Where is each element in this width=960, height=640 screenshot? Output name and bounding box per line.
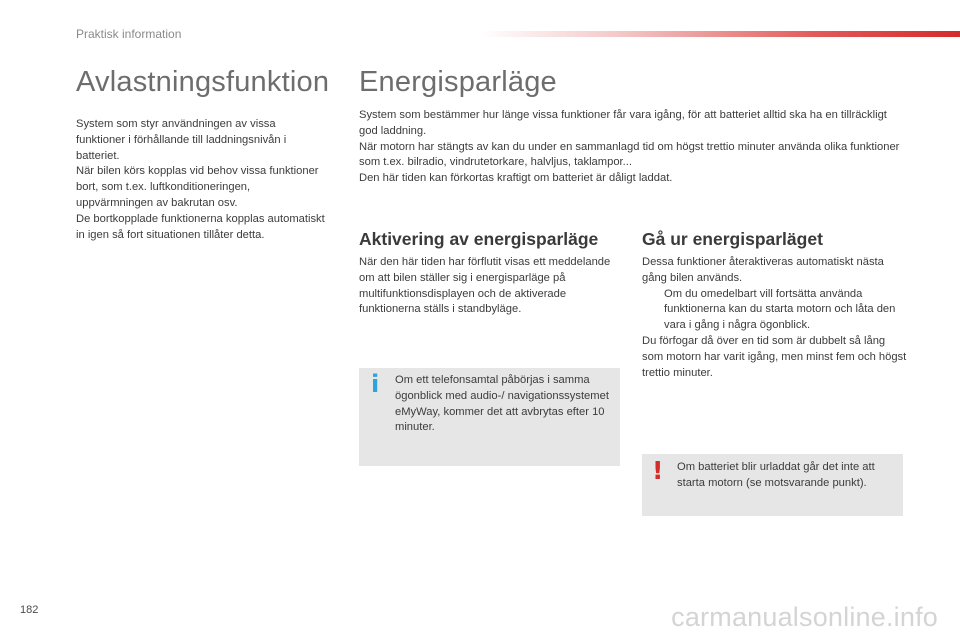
warning-icon: !: [652, 456, 664, 485]
exit-bullet-text: Om du omedelbart vill fortsätta använda funktionerna kan du starta motorn och låta den vara i gång i några ögonblick.: [664, 287, 896, 332]
left-paragraph-2: När bilen körs kopplas vid behov vissa funktioner bort, som t.ex. luftkonditioneringen, uppvärmningen av bakrutan osv.: [76, 165, 319, 209]
left-paragraph-3: De bortkopplade funktionerna kopplas automatiskt in igen så fort situationen tillåter detta.: [76, 212, 325, 241]
exit-outro: Du förfogar då över en tid som är dubbelt så lång som motorn har varit igång, men minst fem och högst trettio minuter.: [642, 334, 907, 379]
right-paragraph-3: Den här tiden kan förkortas kraftigt om batteriet är dåligt laddat.: [359, 172, 673, 185]
activation-body: [359, 255, 624, 318]
title-avlastningsfunktion: Avlastningsfunktion: [76, 66, 330, 98]
right-body: [359, 108, 904, 187]
warning-note-box: [642, 454, 903, 516]
activation-text: När den här tiden har förflutit visas ett meddelande om att bilen ställer sig i energisparläge på multifunktionsdisplayen och de aktiverade funktionerna ställs i standbyläge.: [359, 256, 611, 316]
page-number: 182: [20, 604, 39, 616]
left-body: [76, 117, 326, 243]
watermark: carmanualsonline.info: [671, 602, 938, 632]
left-paragraph-1: System som styr användningen av vissa funktioner i förhållande till laddningsnivån i batteriet.: [76, 118, 287, 162]
exit-bullet: [642, 287, 907, 334]
title-energisparlage: Energisparläge: [359, 66, 557, 98]
bullet-arrow-icon: [642, 287, 664, 334]
section-header: Praktisk information: [76, 27, 182, 41]
heading-exit: Gå ur energisparläget: [642, 229, 823, 249]
warning-note-text: Om batteriet blir urladdat går det inte att starta motorn (se motsvarande punkt).: [677, 461, 875, 489]
header-accent-bar: [480, 31, 960, 37]
exit-body: [642, 255, 907, 381]
info-icon: i: [371, 370, 380, 398]
info-note-text: Om ett telefonsamtal påbörjas i samma ögonblick med audio-/ navigationssystemet eMyWay, kommer det att avbrytas efter 10 minuter.: [395, 374, 609, 434]
heading-activation: Aktivering av energisparläge: [359, 229, 599, 249]
right-paragraph-2: När motorn har stängts av kan du under en sammanlagd tid om högst trettio minuter använda olika funktioner som t.ex. bilradio, vindrutetorkare, halvljus, taklampor...: [359, 140, 900, 169]
info-note-box: [359, 368, 620, 466]
exit-intro: Dessa funktioner återaktiveras automatiskt nästa gång bilen används.: [642, 256, 884, 284]
right-paragraph-1: System som bestämmer hur länge vissa funktioner får vara igång, för att batteriet alltid ska ha en tillräckligt god laddning.: [359, 109, 887, 137]
